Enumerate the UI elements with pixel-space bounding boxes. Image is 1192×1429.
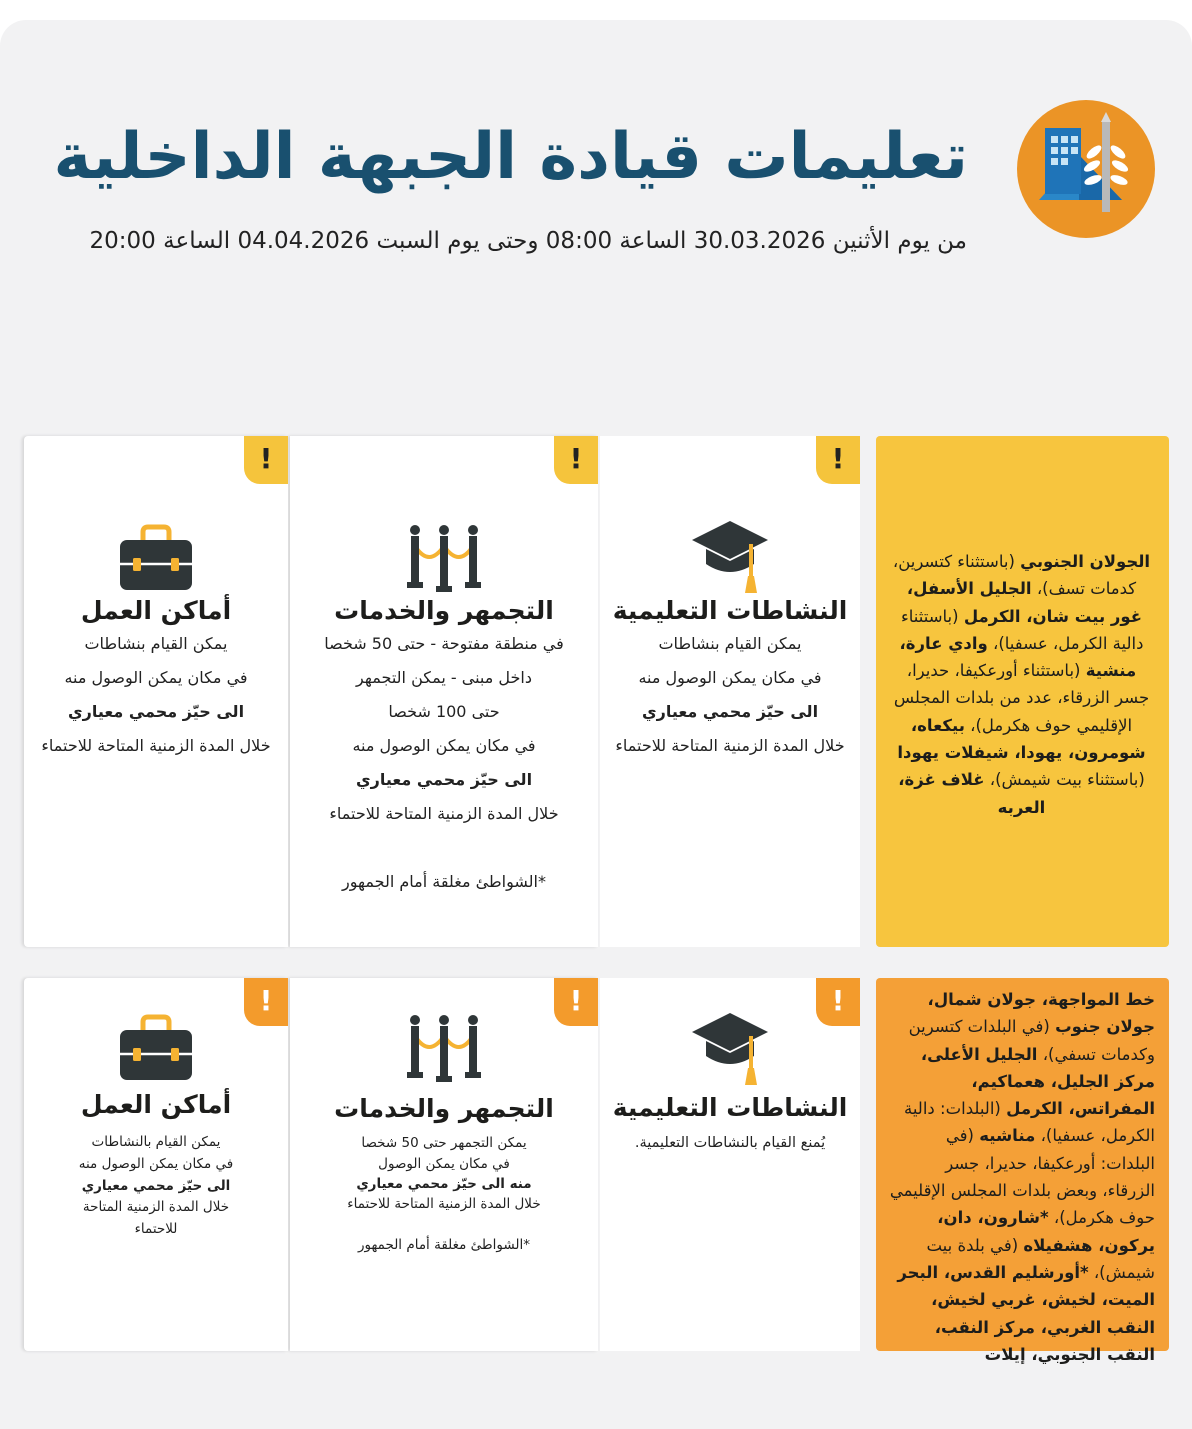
row1-workplaces-line-2: في مكان يمكن الوصول منه: [64, 668, 248, 687]
row1-workplaces-alert-badge: !: [244, 436, 288, 484]
row1-education-alert-badge: !: [816, 436, 860, 484]
row2-gatherings-card: [290, 978, 598, 1351]
briefcase-icon: [119, 1014, 193, 1080]
row2-region-part-3: (البلدات: دالية الكرمل، عسفيا)،: [903, 1099, 1155, 1146]
row2-workplaces-line-3: الى حيّز محمي معياري: [81, 1178, 231, 1194]
row2-region-part-2: الجليل الأعلى، مركز الجليل، هعماكيم، المفراتس، الكرمل: [920, 1044, 1155, 1119]
row1-region-part-5: (باستثناء أورعكيفا، حديرا، جسر الزرقاء، عدد من بلدات المجلس الإقليمي حوف هكرمل)،: [893, 661, 1150, 735]
row1-gatherings-title: التجمهر والخدمات: [334, 596, 554, 625]
stanchion-barrier-icon: [406, 524, 482, 592]
row1-gatherings-line-2: داخل مبنى - يمكن التجمهر: [356, 668, 532, 687]
row2-workplaces-line-1: يمكن القيام بالنشاطات: [91, 1134, 221, 1150]
row2-education-line-1: يُمنع القيام بالنشاطات التعليمية.: [634, 1135, 826, 1151]
row1-region-list: [876, 436, 1169, 947]
row1-region-part-4: وادي عارة، منشية: [899, 633, 1137, 681]
row2-gatherings-line-1: يمكن التجمهر حتى 50 شخصا: [361, 1135, 527, 1151]
row1-gatherings-alert-badge: !: [554, 436, 598, 484]
row2-region-part-0: خط المواجهة، جولان شمال، جولان جنوب: [927, 990, 1155, 1037]
row1-workplaces-title: أماكن العمل: [80, 596, 232, 625]
row1-gatherings-line-5: الى حيّز محمي معياري: [355, 770, 533, 789]
row1-gatherings-card: [290, 436, 598, 947]
row1-education-line-4: خلال المدة الزمنية المتاحة للاحتماء: [615, 736, 845, 755]
row2-gatherings-line-2: في مكان يمكن الوصول: [378, 1156, 510, 1172]
row2-gatherings-note: *الشواطئ مغلقة أمام الجمهور: [357, 1237, 531, 1253]
graduation-cap-icon: [690, 1010, 770, 1088]
row2-region-part-6: *شارون، دان، يركون، هشفيلاه: [937, 1208, 1155, 1255]
home-front-command-logo-icon: [1017, 100, 1155, 238]
row1-gatherings-line-1: في منطقة مفتوحة - حتى 50 شخصا: [324, 634, 564, 653]
row2-region-part-5: (في البلدات: أورعكيفا، حديرا، جسر الزرقاء، وبعض بلدات المجلس الإقليمي حوف هكرمل)،: [889, 1126, 1155, 1228]
row2-gatherings-alert-badge: !: [554, 978, 598, 1026]
row2-workplaces-line-2: في مكان يمكن الوصول منه: [78, 1156, 234, 1172]
row2-region-part-7: (في بلدة بيت شيمش)،: [926, 1235, 1155, 1282]
page-subtitle-dates: من يوم الأثنين 30.03.2026 الساعة 08:00 وحتى يوم السبت 04.04.2026 الساعة 20:00: [89, 228, 967, 254]
row1-workplaces-line-3: الى حيّز محمي معياري: [67, 702, 245, 721]
row1-workplaces-card: [24, 436, 288, 947]
row2-gatherings-title: التجمهر والخدمات: [334, 1094, 554, 1123]
row1-region-part-7: (باستثناء بيت شيمش)،: [984, 770, 1145, 790]
row1-gatherings-line-4: في مكان يمكن الوصول منه: [352, 736, 536, 755]
stanchion-barrier-icon: [406, 1014, 482, 1082]
row1-education-title: النشاطات التعليمية: [612, 596, 848, 625]
row1-education-line-1: يمكن القيام بنشاطات: [658, 634, 802, 653]
row2-workplaces-line-4: خلال المدة الزمنية المتاحة: [82, 1199, 230, 1215]
row1-gatherings-note: *الشواطئ مغلقة أمام الجمهور: [342, 872, 546, 891]
row1-region-part-2: الجليل الأسفل، غور بيت شان، الكرمل: [906, 579, 1143, 626]
row2-education-card: [600, 978, 860, 1351]
row1-region-part-8: غلاف غزة، العربه: [898, 770, 1046, 817]
row2-workplaces-alert-badge: !: [244, 978, 288, 1026]
row1-region-part-1: (باستثناء كتسرين، كدمات تسف)،: [892, 552, 1137, 599]
briefcase-icon: [119, 524, 193, 590]
row1-education-line-2: في مكان يمكن الوصول منه: [638, 668, 822, 687]
row2-region-list: [876, 978, 1169, 1364]
row2-education-alert-badge: !: [816, 978, 860, 1026]
row2-workplaces-title: أماكن العمل: [80, 1090, 232, 1119]
row2-gatherings-line-4: خلال المدة الزمنية المتاحة للاحتماء: [347, 1196, 541, 1212]
row2-workplaces-line-5: للاحتماء: [134, 1221, 178, 1237]
row1-gatherings-line-3: حتى 100 شخصا: [388, 702, 500, 721]
row2-region-part-8: *أورشليم القدس، البحر الميت، لخيش، غربي لخيش، النقب الغربي، مركز النقب، النقب الجنوبي، إيلات: [897, 1262, 1155, 1364]
row1-region-part-3: (باستثناء دالية الكرمل، عسفيا)،: [900, 606, 1144, 653]
row1-education-line-3: الى حيّز محمي معياري: [641, 702, 819, 721]
row2-workplaces-card: [24, 978, 288, 1351]
row2-region-part-1: (في البلدات كتسرين وكدمات تسفي)،: [908, 1017, 1155, 1064]
page-title: تعليمات قيادة الجبهة الداخلية: [53, 120, 968, 194]
row2-gatherings-line-3: منه الى حيّز محمي معياري: [356, 1176, 532, 1192]
row1-workplaces-line-1: يمكن القيام بنشاطات: [84, 634, 228, 653]
row1-education-card: [600, 436, 860, 947]
row1-region-part-0: الجولان الجنوبي: [1020, 552, 1151, 571]
row2-education-title: النشاطات التعليمية: [612, 1093, 848, 1122]
row1-workplaces-line-4: خلال المدة الزمنية المتاحة للاحتماء: [41, 736, 271, 755]
row2-region-part-4: مناشيه: [979, 1126, 1036, 1146]
row1-gatherings-line-6: خلال المدة الزمنية المتاحة للاحتماء: [329, 804, 559, 823]
graduation-cap-icon: [690, 518, 770, 596]
row1-region-part-6: بيكعاه، شومرون، يهودا، شيفلات يهودا: [897, 715, 1146, 763]
